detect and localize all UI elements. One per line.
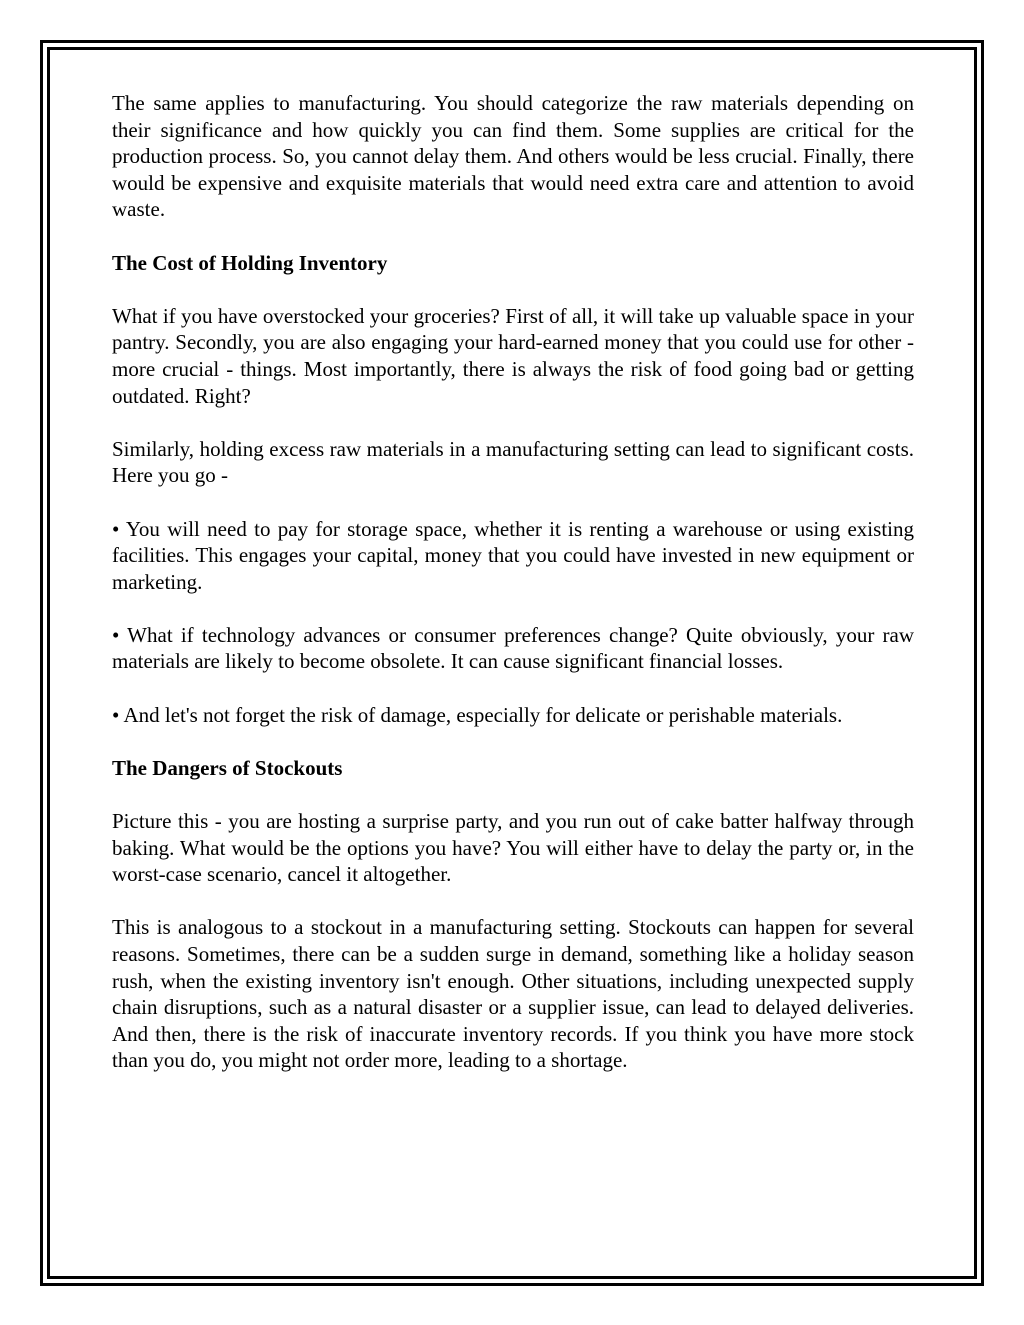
paragraph-excess-raw-materials: Similarly, holding excess raw materials in a manufacturing setting can lead to significant costs. Here you go - <box>112 436 914 488</box>
bullet-damage-risk: • And let's not forget the risk of damage, especially for delicate or perishable materials. <box>112 702 843 727</box>
heading-dangers-of-stockouts: The Dangers of Stockouts <box>112 755 343 780</box>
paragraph-raw-materials: The same applies to manufacturing. You should categorize the raw materials depending on their significance and how quickly you can find them. Some supplies are critical for the production process. So, you cannot delay them. And others would be less crucial. Finally, there would be expensive and exquisite materials that would need extra care and attention to avoid waste. <box>112 91 914 222</box>
paragraph-stockout-analogy: This is analogous to a stockout in a manufacturing setting. Stockouts can happen for several reasons. Sometimes, there can be a sudden surge in demand, something like a holiday season rush, when the existing inventory isn't enough. Other situations, including unexpected supply chain disruptions, such as a natural disaster or a supplier issue, can lead to delayed deliveries. And then, there is the risk of inaccurate inventory records. If you think you have more stock than you do, you might not order more, leading to a shortage. <box>112 915 914 1073</box>
heading-cost-of-holding-inventory: The Cost of Holding Inventory <box>112 250 388 275</box>
paragraph-overstocked-groceries: What if you have overstocked your groceries? First of all, it will take up valuable space in your pantry. Secondly, you are also engaging your hard-earned money that you could use for other - more crucial - things. Most importantly, there is always the risk of food going bad or getting outdated. Right? <box>112 303 914 408</box>
bullet-storage-space: • You will need to pay for storage space, whether it is renting a warehouse or using existing facilities. This engages your capital, money that you could have invested in new equipment or marketing. <box>112 516 914 594</box>
document-body <box>112 90 914 1101</box>
bullet-obsolescence: • What if technology advances or consumer preferences change? Quite obviously, your raw materials are likely to become obsolete. It can cause significant financial losses. <box>112 622 914 674</box>
paragraph-surprise-party: Picture this - you are hosting a surprise party, and you run out of cake batter halfway through baking. What would be the options you have? You will either have to delay the party or, in the worst-case scenario, cancel it altogether. <box>112 809 914 887</box>
